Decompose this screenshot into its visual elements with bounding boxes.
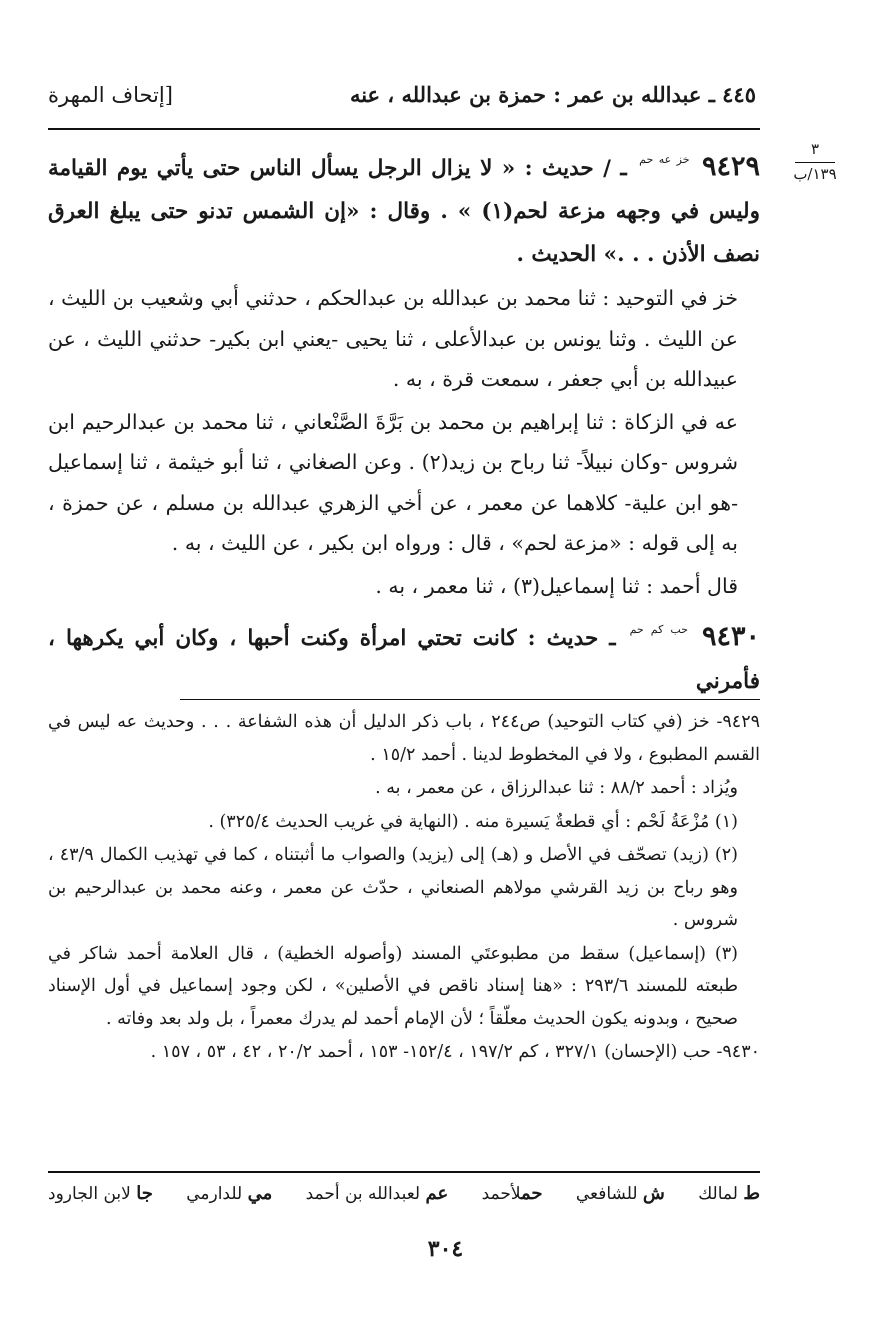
sigla-legend	[48, 1183, 760, 1204]
footnotes	[48, 706, 760, 1069]
footnote: (٣) (إسماعيل) سقط من مطبوعتَي المسند (وأصوله الخطية) ، قال العلامة أحمد شاكر في طبعته للمسند ٢٩٣/٦ : «هنا إسناد ناقص في الأصلين» ، لكن وجود إسماعيل في أول الإسناد صحيح ، وبدونه يكون الحديث معلّقاً ؛ لأن الإمام أحمد لم يدرك معمراً ، بل ولد بعد وفاته .	[48, 943, 738, 1029]
footnote: ويُزاد : أحمد ٨٨/٢ : ثنا عبدالرزاق ، عن معمر ، به .	[375, 778, 738, 798]
legend-rule	[48, 1171, 760, 1173]
footnote: (٢) (زيد) تصحّف في الأصل و (هـ) إلى (يزيد) والصواب ما أثبتناه ، كما في تهذيب الكمال ٤٣/٩ ، وهو رباح بن زيد القرشي مولاهم الصنعاني ، حدّث عن معمر ، وعنه محمد بن عبدالرحيم بن شروس .	[48, 845, 738, 930]
footnote-rule	[180, 699, 760, 700]
hadith-entry-9429	[48, 138, 760, 276]
legend-item: مي للدارمي	[186, 1183, 273, 1204]
hadith-sigla: خز عه حم	[639, 153, 690, 166]
legend-item: ط لمالك	[698, 1183, 760, 1204]
legend-item: جا لابن الجارود	[48, 1183, 153, 1204]
hadith-sigla: حب كم حم	[629, 623, 688, 636]
legend-item: عم لعبدالله بن أحمد	[305, 1183, 449, 1204]
footnote: ٩٤٣٠- حب (الإحسان) ٣٢٧/١ ، كم ١٩٧/٢ ، ١٥٢/٤- ١٥٣ ، أحمد ٢٠/٢ ، ٤٢ ، ٥٣ ، ١٥٧ .	[150, 1042, 760, 1062]
margin-divider	[795, 162, 835, 163]
footnote: ٩٤٢٩- خز (في كتاب التوحيد) ص٢٤٤ ، باب ذكر الدليل أن هذه الشفاعة . . . وحديث عه ليس في القسم المطبوع ، ولا في المخطوط لدينا . أحمد ١٥/٢ .	[48, 712, 760, 765]
margin-folio: ١٣٩/ب	[793, 164, 837, 183]
main-text	[48, 138, 760, 703]
margin-note	[775, 140, 855, 184]
chain-paragraph: قال أحمد : ثنا إسماعيل(٣) ، ثنا معمر ، به .	[375, 573, 738, 598]
legend-item: ش للشافعي	[575, 1183, 665, 1204]
page-header	[48, 82, 756, 116]
footnote: (١) مُزْعَةُ لَحْم : أي قطعةٌ يَسيرة منه . (النهاية في غريب الحديث ٣٢٥/٤) .	[208, 811, 738, 832]
header-rule	[48, 128, 760, 130]
book-title: [إتحاف المهرة	[48, 83, 173, 107]
hadith-number: ٩٤٢٩	[701, 151, 760, 182]
hadith-number: ٩٤٣٠	[701, 621, 760, 652]
hadith-text: ـ حديث : كانت تحتي امرأة وكنت أحبها ، وكان أبي يكرهها ، فأمرني	[48, 626, 760, 694]
margin-volume: ٣	[810, 140, 820, 158]
chain-paragraph: عه في الزكاة : ثنا إبراهيم بن محمد بن بَرَّةَ الصَّنْعاني ، ثنا محمد بن عبدالرحيم ابن شروس -وكان نبيلاً- ثنا رباح بن زيد(٢) . وعن الصغاني ، ثنا أبو خيثمة ، ثنا إسماعيل -هو ابن علية- كلاهما عن معمر ، عن أخي الزهري عبدالله بن مسلم ، عن حمزة ، به إلى قوله : «مزعة لحم» ، قال : ورواه ابن بكير ، عن الليث ، به .	[48, 409, 738, 555]
chain-paragraph: خز في التوحيد : ثنا محمد بن عبدالله بن عبدالحكم ، حدثني أبي وشعيب بن الليث ، عن الليث . وثنا يونس بن عبدالأعلى ، ثنا يحيى -يعني ابن بكير- حدثني الليث ، عن عبيدالله بن أبي جعفر ، سمعت قرة ، به .	[48, 286, 738, 391]
hadith-entry-9430	[48, 608, 760, 703]
hadith-text: ـ / حديث : « لا يزال الرجل يسأل الناس حتى يأتي يوم القيامة وليس في وجهه مزعة لحم(١) » . وقال : «إن الشمس تدنو حتى يبلغ العرق نصف الأذن . . .» الحديث .	[48, 156, 760, 267]
page-number: ٣٠٤	[427, 1236, 464, 1262]
legend-item: حملأحمد	[481, 1183, 543, 1204]
running-title: ٤٤٥ ـ عبدالله بن عمر : حمزة بن عبدالله ، عنه	[349, 82, 756, 107]
